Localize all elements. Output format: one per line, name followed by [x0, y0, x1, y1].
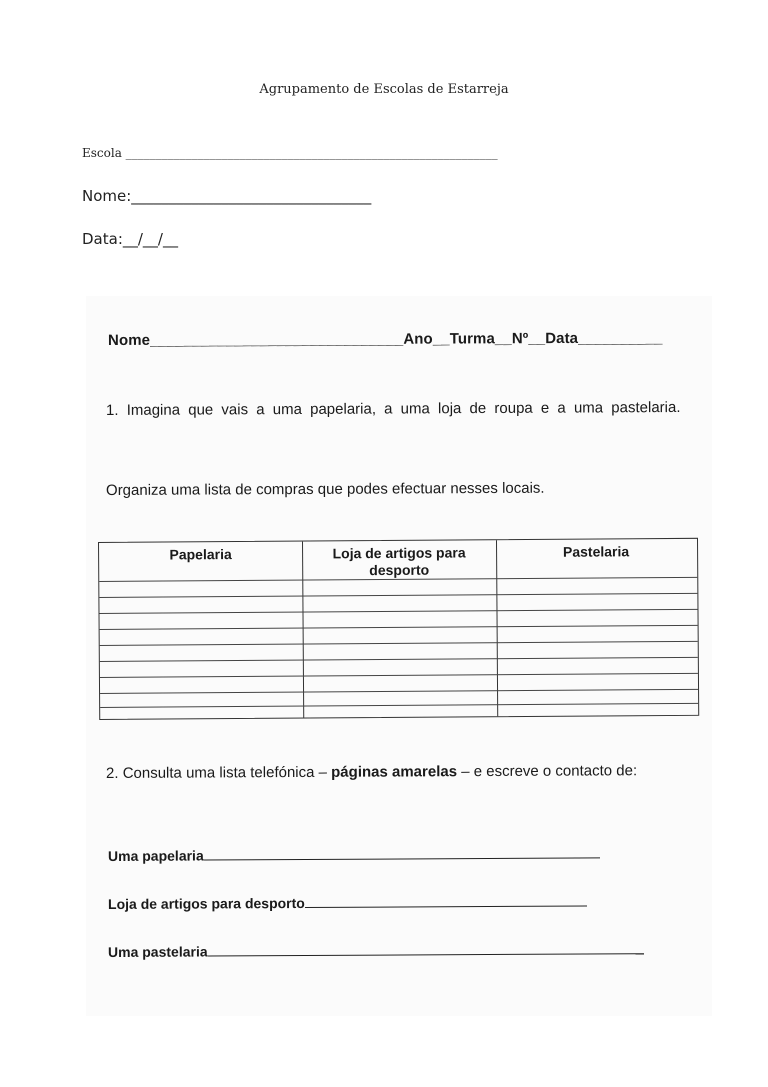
table-row-line — [100, 703, 698, 708]
fill-line-pastelaria — [108, 941, 644, 960]
question-2-prefix: 2. Consulta uma lista telefónica – — [105, 763, 332, 782]
question-1-instruction: Organiza uma lista de compras que podes efectuar nesses locais. — [105, 479, 545, 499]
answer-line — [208, 941, 644, 956]
table-row-line — [100, 673, 698, 678]
table-row-line — [99, 593, 697, 598]
table-header-loja: Loja de artigos para desporto — [332, 544, 466, 579]
data-field: Data:__/__/__ — [82, 230, 178, 248]
nome-field: Nome:________________________________ — [82, 187, 372, 205]
school-group-title: Agrupamento de Escolas de Estarreja — [259, 82, 509, 97]
question-2-bold: páginas amarelas — [331, 763, 458, 781]
table-row-line — [100, 689, 698, 694]
table-header-pastelaria: Pastelaria — [562, 543, 630, 560]
question-2-suffix: – e escreve o contacto de: — [456, 762, 638, 781]
table-row-line — [100, 641, 698, 646]
answer-line — [204, 845, 600, 860]
question-1-text: 1. Imagina que vais a uma papelaria, a uma loja de roupa e a uma pastelaria. — [105, 398, 681, 419]
table-row-line — [99, 609, 697, 614]
scanned-worksheet — [86, 296, 712, 1016]
question-2-text — [106, 761, 716, 783]
escola-field: Escola ______________________________________________________________ — [82, 146, 498, 160]
fill-label-papelaria: Uma papelaria — [107, 847, 204, 864]
fill-line-papelaria — [108, 845, 600, 864]
table-header-papelaria: Papelaria — [169, 546, 232, 563]
worksheet-header-line: Nome______________________________Ano__Turma__Nº__Data__________ — [107, 329, 663, 349]
answer-line — [305, 893, 587, 907]
fill-label-loja: Loja de artigos para desporto — [107, 894, 305, 912]
table-row-line — [100, 657, 698, 662]
fill-label-pastelaria: Uma pastelaria — [107, 943, 208, 960]
table-row-line — [100, 625, 698, 630]
shopping-list-table — [98, 538, 699, 720]
fill-line-loja — [108, 893, 587, 912]
